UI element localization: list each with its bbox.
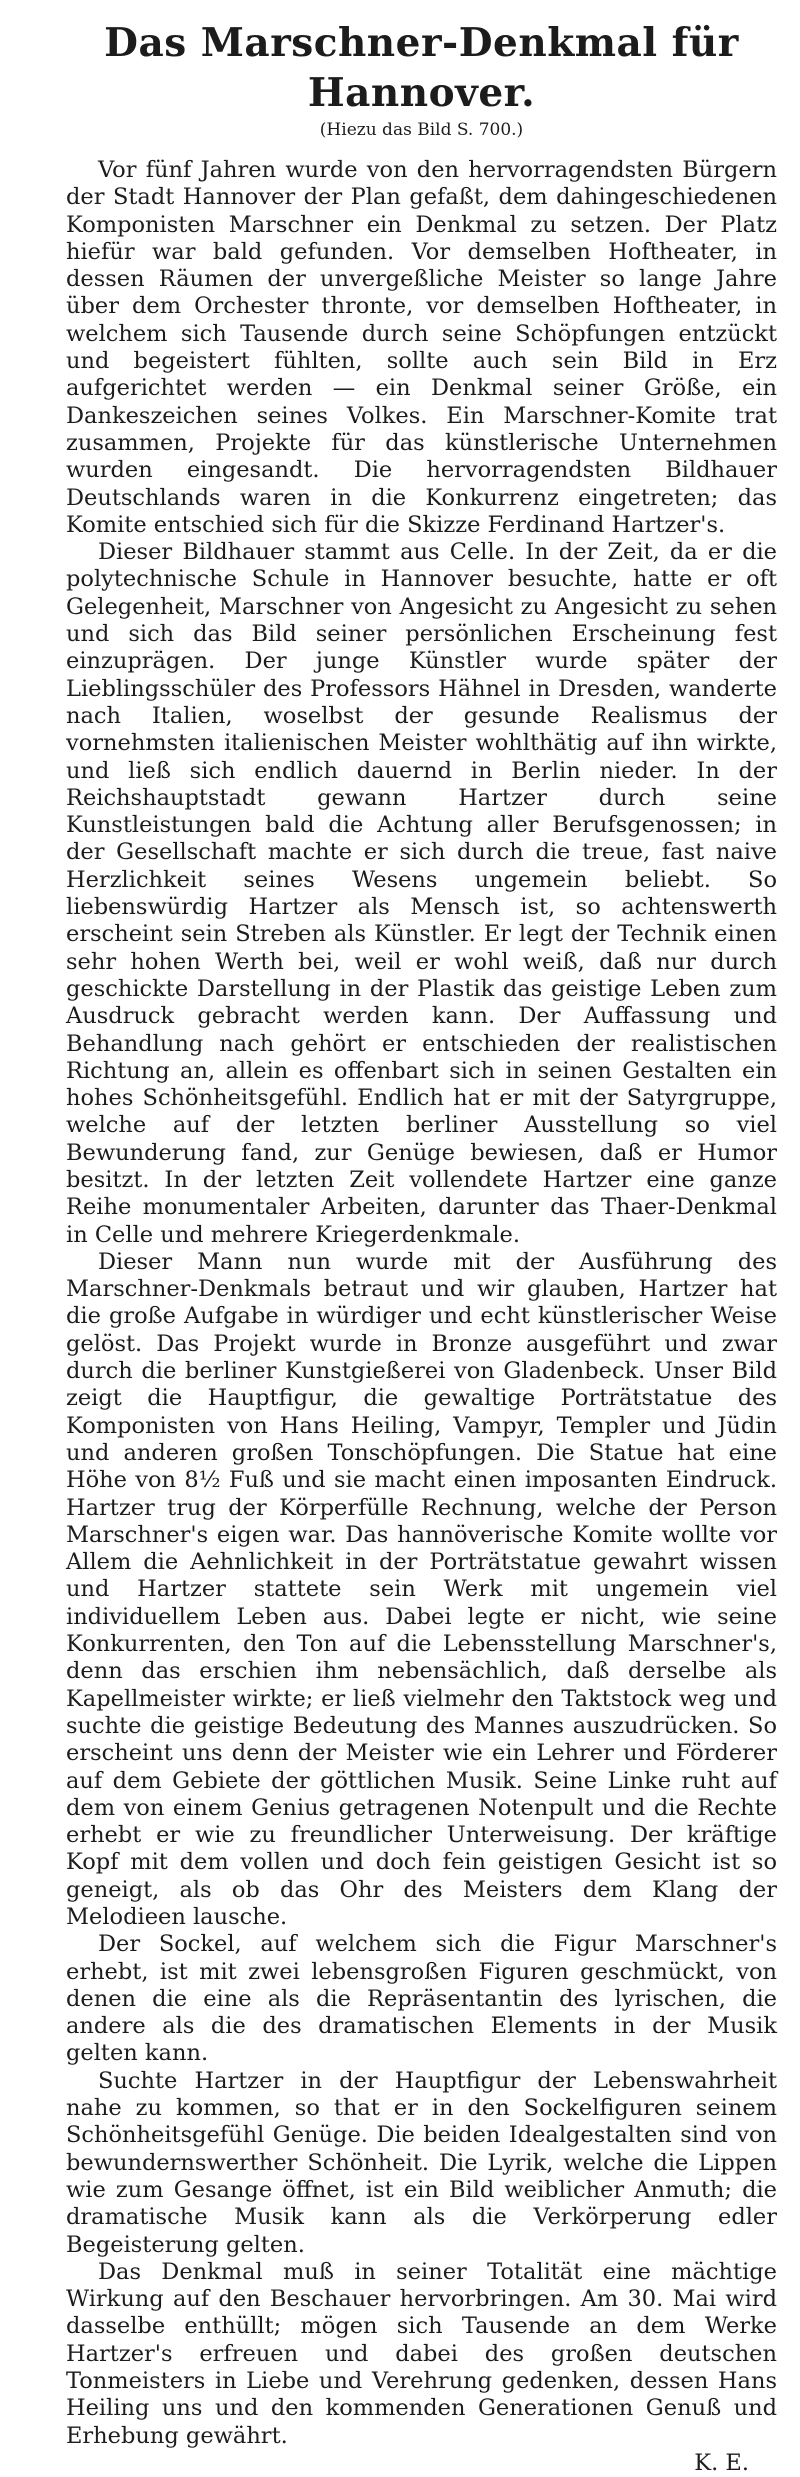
paragraph-3: Dieser Mann nun wurde mit der Ausführung des Marschner-Denkmals betraut und wir glauben, Hartzer hat die große Aufgabe in würdiger und echt künstlerischer Weise gelöst. Das Projekt wurde in Bronze ausgeführt und zwar durch die berliner Kunstgießerei von Gladenbeck. Unser Bild zeigt die Hauptfigur, die gewaltige Porträtstatue des Komponisten von Hans Heiling, Vampyr, Templer und Jüdin und anderen großen Tonschöpfungen. Die Statue hat eine Höhe von 8½ Fuß und sie macht einen imposanten Eindruck. Hartzer trug der Körperfülle Rechnung, welche der Person Marschner's eigen war. Das hannöverische Komite wollte vor Allem die Aehnlichkeit in der Porträtstatue gewahrt wissen und Hartzer stattete sein Werk mit ungemein viel individuellem Leben aus. Dabei legte er nicht, wie seine Konkurrenten, den Ton auf die Lebensstellung Marschner's, denn das erschien ihm nebensächlich, daß derselbe als Kapellmeister wirkte; er ließ vielmehr den Taktstock weg und suchte die geistige Bedeutung des Mannes auszudrücken. So erscheint uns denn der Meister wie ein Lehrer und Förderer auf dem Gebiete der göttlichen Musik. Seine Linke ruht auf dem von einem Genius getragenen Notenpult und die Rechte erhebt er wie zu freundlicher Unterweisung. Der kräftige Kopf mit dem vollen und doch fein geistigen Gesicht ist so geneigt, als ob das Ohr des Meisters dem Klang der Melodieen lausche. [66, 1248, 777, 1930]
paragraph-2: Dieser Bildhauer stammt aus Celle. In der Zeit, da er die polytechnische Schule in Hannover besuchte, hatte er oft Gelegenheit, Marschner von Angesicht zu Angesicht zu sehen und sich das Bild seiner persönlichen Erscheinung fest einzuprägen. Der junge Künstler wurde später der Lieblingsschüler des Professors Hähnel in Dresden, wanderte nach Italien, woselbst der gesunde Realismus der vornehmsten italienischen Meister wohlthätig auf ihn wirkte, und ließ sich endlich dauernd in Berlin nieder. In der Reichshauptstadt gewann Hartzer durch seine Kunstleistungen bald die Achtung aller Berufsgenossen; in der Gesellschaft machte er sich durch die treue, fast naive Herzlichkeit seines Wesens ungemein beliebt. So liebenswürdig Hartzer als Mensch ist, so achtenswerth erscheint sein Streben als Künstler. Er legt der Technik einen sehr hohen Werth bei, weil er wohl weiß, daß nur durch geschickte Darstellung in der Plastik das geistige Leben zum Ausdruck gebracht werden kann. Der Auffassung und Behandlung nach gehört er entschieden der realistischen Richtung an, allein es offenbart sich in seinen Gestalten ein hohes Schönheitsgefühl. Endlich hat er mit der Satyrgruppe, welche auf der letzten berliner Ausstellung so viel Bewunderung fand, zur Genüge bewiesen, daß er Humor besitzt. In der letzten Zeit vollendete Hartzer eine ganze Reihe monumentaler Arbeiten, darunter das Thaer-Denkmal in Celle und mehrere Kriegerdenkmale. [66, 539, 777, 1248]
paragraph-1: Vor fünf Jahren wurde von den hervorragendsten Bürgern der Stadt Hannover der Plan gefaßt, dem dahingeschiedenen Komponisten Marschner ein Denkmal zu setzen. Der Platz hiefür war bald gefunden. Vor demselben Hoftheater, in dessen Räumen der unvergeßliche Meister so lange Jahre über dem Orchester thronte, vor demselben Hoftheater, in welchem sich Tausende durch seine Schöpfungen entzückt und begeistert fühlten, sollte auch sein Bild in Erz aufgerichtet werden — ein Denkmal seiner Größe, ein Dankeszeichen seines Volkes. Ein Marschner-Komite trat zusammen, Projekte für das künstlerische Unternehmen wurden eingesandt. Die hervorragendsten Bildhauer Deutschlands waren in die Konkurrenz eingetreten; das Komite entschied sich für die Skizze Ferdinand Hartzer's. [66, 157, 777, 538]
author-signature: K. E. [694, 2449, 749, 2476]
paragraph-4: Der Sockel, auf welchem sich die Figur Marschner's erhebt, ist mit zwei lebensgroßen Figuren geschmückt, von denen die eine als die Repräsentantin des lyrischen, die andere als die des dramatischen Elements in der Musik gelten kann. [66, 1931, 777, 2067]
paragraph-6: Das Denkmal muß in seiner Totalität eine mächtige Wirkung auf den Beschauer hervorbringen. Am 30. Mai wird dasselbe enthüllt; mögen sich Tausende an dem Werke Hartzer's erfreuen und dabei des großen deutschen Tonmeisters in Liebe und Verehrung gedenken, dessen Hans Heiling uns und den kommenden Generationen Genuß und Erhebung gewährt. [66, 2258, 777, 2449]
article-title: Das Marschner-Denkmal für Hannover. [104, 20, 739, 116]
article-subtitle: (Hiezu das Bild S. 700.) [319, 120, 524, 140]
paragraph-5: Suchte Hartzer in der Hauptfigur der Lebenswahrheit nahe zu kommen, so that er in den Sockelfiguren seinem Schönheitsgefühl Genüge. Die beiden Idealgestalten sind von bewundernswerther Schönheit. Die Lyrik, welche die Lippen wie zum Gesange öffnet, ist ein Bild weiblicher Anmuth; die dramatische Musik kann als die Verkörperung edler Begeisterung gelten. [66, 2067, 777, 2258]
